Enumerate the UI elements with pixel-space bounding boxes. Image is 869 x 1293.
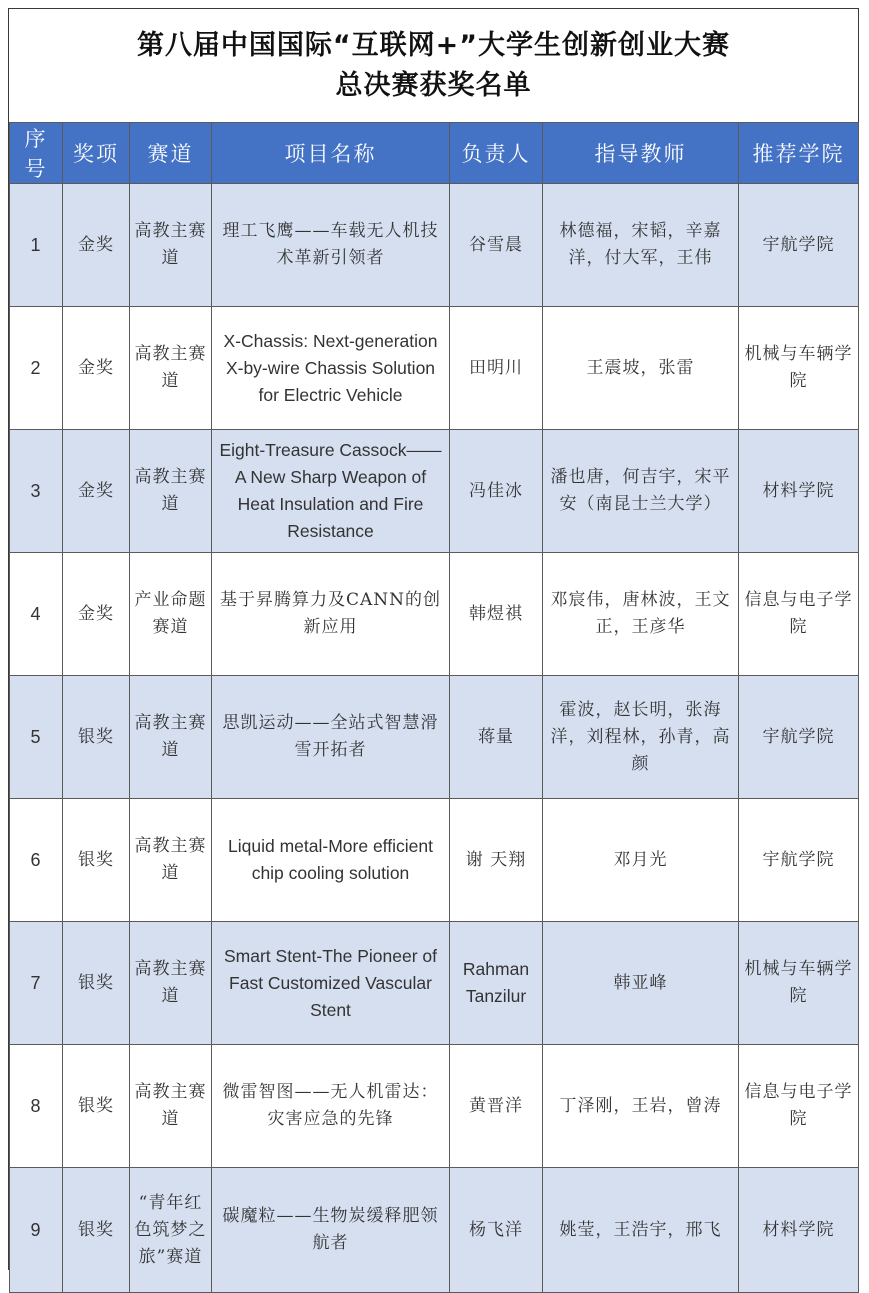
cell-school: 机械与车辆学院 [739,307,859,430]
cell-school: 宇航学院 [739,184,859,307]
cell-project: 微雷智图——无人机雷达：灾害应急的先锋 [212,1045,450,1168]
cell-school: 材料学院 [739,1168,859,1293]
cell-school: 信息与电子学院 [739,1045,859,1168]
cell-track: 高教主赛道 [130,922,212,1045]
cell-award: 银奖 [63,676,130,799]
header-no: 序号 [10,123,63,184]
cell-no: 4 [10,553,63,676]
cell-no: 2 [10,307,63,430]
cell-track: 高教主赛道 [130,676,212,799]
cell-project: 碳魔粒——生物炭缓释肥领航者 [212,1168,450,1293]
cell-advisor: 林德福，宋韬，辛嘉洋，付大军，王伟 [543,184,739,307]
table-row [10,922,859,1045]
cell-leader: 田明川 [450,307,543,430]
cell-advisor: 韩亚峰 [543,922,739,1045]
cell-project: 理工飞鹰——车载无人机技术革新引领者 [212,184,450,307]
cell-school: 宇航学院 [739,676,859,799]
cell-leader: 杨飞洋 [450,1168,543,1293]
cell-school: 宇航学院 [739,799,859,922]
cell-project: 思凯运动——全站式智慧滑雪开拓者 [212,676,450,799]
cell-track: 产业命题赛道 [130,553,212,676]
title-block [9,9,858,122]
table-row [10,1045,859,1168]
cell-no: 6 [10,799,63,922]
cell-school: 机械与车辆学院 [739,922,859,1045]
cell-project: Eight-Treasure Cassock——A New Sharp Weapon of Heat Insulation and Fire Resistance [212,430,450,553]
cell-advisor: 潘也唐，何吉宇，宋平安（南昆士兰大学） [543,430,739,553]
cell-award: 银奖 [63,922,130,1045]
cell-leader: Rahman Tanzilur [450,922,543,1045]
cell-project: Smart Stent-The Pioneer of Fast Customized Vascular Stent [212,922,450,1045]
cell-advisor: 霍波，赵长明，张海洋，刘程林，孙青，高颜 [543,676,739,799]
cell-no: 8 [10,1045,63,1168]
cell-school: 信息与电子学院 [739,553,859,676]
cell-track: 高教主赛道 [130,1045,212,1168]
cell-leader: 谷雪晨 [450,184,543,307]
table-row [10,676,859,799]
cell-award: 银奖 [63,1168,130,1293]
cell-track: 高教主赛道 [130,307,212,430]
cell-leader: 谢 天翔 [450,799,543,922]
table-row [10,307,859,430]
header-leader: 负责人 [450,123,543,184]
cell-leader: 韩煜祺 [450,553,543,676]
cell-no: 5 [10,676,63,799]
cell-track: 高教主赛道 [130,430,212,553]
cell-award: 金奖 [63,307,130,430]
table-row [10,1168,859,1293]
table-row [10,430,859,553]
header-project: 项目名称 [212,123,450,184]
award-table [9,122,859,1293]
cell-no: 7 [10,922,63,1045]
table-row [10,553,859,676]
cell-leader: 冯佳冰 [450,430,543,553]
cell-track: 高教主赛道 [130,184,212,307]
award-list-document [8,8,859,1270]
cell-project: Liquid metal-More efficient chip cooling solution [212,799,450,922]
cell-award: 金奖 [63,184,130,307]
header-award: 奖项 [63,123,130,184]
cell-award: 金奖 [63,553,130,676]
table-header-row [10,123,859,184]
cell-advisor: 丁泽刚，王岩，曾涛 [543,1045,739,1168]
cell-project: X-Chassis: Next-generation X-by-wire Chassis Solution for Electric Vehicle [212,307,450,430]
cell-track: 高教主赛道 [130,799,212,922]
header-school: 推荐学院 [739,123,859,184]
cell-leader: 黄晋洋 [450,1045,543,1168]
cell-no: 3 [10,430,63,553]
cell-track: “青年红色筑梦之旅”赛道 [130,1168,212,1293]
table-row [10,799,859,922]
header-track: 赛道 [130,123,212,184]
cell-advisor: 姚莹，王浩宇，邢飞 [543,1168,739,1293]
cell-advisor: 邓宸伟，唐林波，王文正，王彦华 [543,553,739,676]
cell-project: 基于昇腾算力及CANN的创新应用 [212,553,450,676]
header-advisor: 指导教师 [543,123,739,184]
document-subtitle: 总决赛获奖名单 [335,69,532,101]
cell-award: 银奖 [63,799,130,922]
cell-award: 金奖 [63,430,130,553]
table-row [10,184,859,307]
cell-award: 银奖 [63,1045,130,1168]
cell-advisor: 邓月光 [543,799,739,922]
document-title: 第八届中国国际“互联网+”大学生创新创业大赛 [136,29,731,61]
cell-no: 9 [10,1168,63,1293]
cell-school: 材料学院 [739,430,859,553]
cell-advisor: 王震坡，张雷 [543,307,739,430]
cell-leader: 蒋量 [450,676,543,799]
cell-no: 1 [10,184,63,307]
